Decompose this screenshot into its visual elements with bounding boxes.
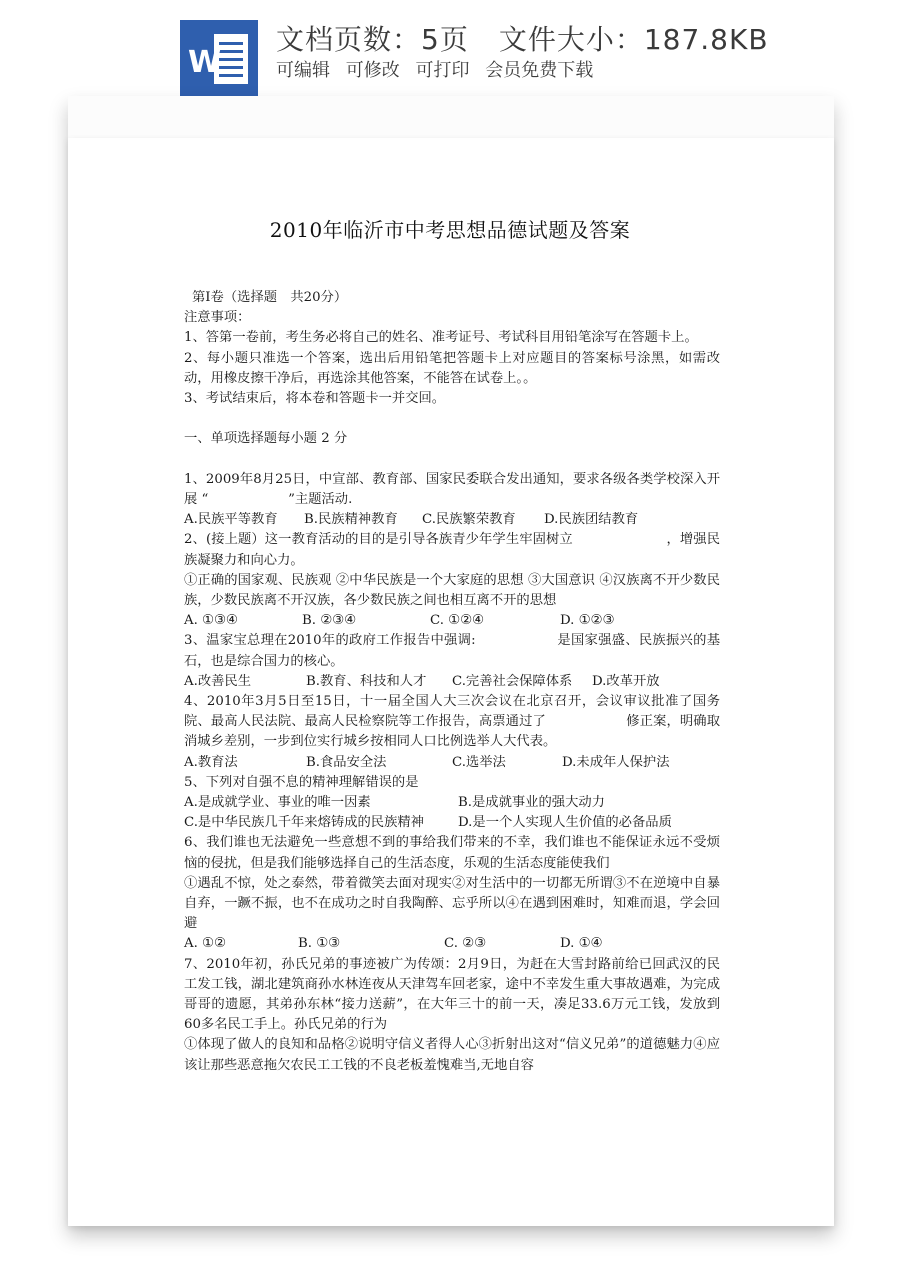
question-7-statements: ①体现了做人的良知和品格②说明守信义者得人心③折射出这对“信义兄弟”的道德魅力④应该让那些恶意拖欠农民工工钱的不良老板羞愧难当,无地自容 [184, 1037, 720, 1073]
feature-member-download: 会员免费下载 [485, 60, 594, 81]
feature-printable: 可打印 [415, 60, 470, 81]
option-a: A.民族平等教育 [184, 512, 278, 528]
question-4-stem: 4、2010年3月5日至15日，十一届全国人大三次会议在北京召开，会议审议批准了国务院、最高人民法院、最高人民检察院等工作报告，高票通过了 修正案，明确取消城乡差别，一步到位实行城乡按相同人口比例选举人大代表。 [184, 694, 720, 750]
download-banner [0, 0, 900, 96]
question-1-options [184, 510, 720, 530]
question-6-statements: ①遇乱不惊，处之泰然，带着微笑去面对现实②对生活中的一切都无所谓③不在逆境中自暴自弃，一蹶不振，也不在成功之时自我陶醉、忘乎所以④在遇到困难时，知难而退，学会回避 [184, 875, 720, 932]
question-4-options [184, 753, 720, 773]
option-c: C.完善社会保障体系 [452, 673, 573, 689]
option-c: C.民族繁荣教育 [422, 512, 516, 528]
notice-title: 注意事项： [184, 310, 251, 326]
question-7-stem: 7、2010年初，孙氏兄弟的事迹被广为传颂：2月9日，为赶在大雪封路前给已回武汉的民工发工钱，湖北建筑商孙水林连夜从天津驾车回老家，途中不幸发生重大事故遇难，为完成哥哥的遗愿，其弟孙东林“接力送薪”，在大年三十的前一天，凑足33.6万元工钱，发放到60多名民工手上。孙氏兄弟的行为 [184, 956, 720, 1033]
part-title: 一、单项选择题每小题 2 分 [184, 431, 348, 447]
option-d: D. ①②③ [560, 613, 615, 629]
notice-item: 1、答第一卷前，考生务必将自己的姓名、准考证号、考试科目用铅笔涂写在答题卡上。 [184, 330, 698, 346]
option-d: D.未成年人保护法 [562, 754, 670, 770]
file-size-label: 文件大小：187.8KB [498, 23, 769, 56]
option-c: C. ②③ [444, 936, 486, 952]
question-2-options [184, 611, 720, 631]
word-icon-letter: W [188, 45, 222, 80]
question-5-options-row-2 [184, 813, 720, 833]
question-5-stem: 5、下列对自强不息的精神理解错误的是 [184, 774, 419, 790]
option-d: D.民族团结教育 [544, 512, 639, 528]
option-a: A.改善民生 [184, 673, 252, 689]
option-b: B. ①③ [298, 936, 341, 952]
page-count-label: 文档页数：5页 [276, 23, 469, 56]
option-a: A.教育法 [184, 754, 238, 770]
notice-item: 3、考试结束后，将本卷和答题卡一并交回。 [184, 391, 446, 407]
option-a: A.是成就学业、事业的唯一因素 [184, 795, 371, 811]
option-d: D.改革开放 [592, 673, 660, 689]
question-1-stem: 1、2009年8月25日，中宣部、教育部、国家民委联合发出通知，要求各级各类学校深入开展 “ ”主题活动. [184, 471, 720, 507]
option-b: B. ②③④ [302, 613, 356, 629]
option-a: A. ①② [184, 936, 226, 952]
option-a: A. ①③④ [184, 613, 238, 629]
option-d: D.是一个人实现人生价值的必备品质 [458, 815, 672, 831]
question-5-options-row-1 [184, 793, 720, 813]
option-c: C. ①②④ [430, 613, 484, 629]
document-title: 2010年临沂市中考思想品德试题及答案 [269, 218, 631, 242]
question-2-stem: 2、(接上题）这一教育活动的目的是引导各族青少年学生牢固树立 ，增强民族凝聚力和向心力。 [184, 532, 720, 568]
question-3-stem: 3、温家宝总理在2010年的政府工作报告中强调: 是国家强盛、民族振兴的基石，也是综合国力的核心。 [184, 633, 720, 669]
option-c: C.是中华民族几千年来熔铸成的民族精神 [184, 815, 424, 831]
option-d: D. ①④ [560, 936, 603, 952]
feature-list [276, 56, 603, 82]
option-b: B.教育、科技和人才 [306, 673, 427, 689]
question-6-options [184, 934, 720, 954]
document-body [184, 288, 720, 1076]
file-info [276, 18, 769, 56]
section-header: 第Ⅰ卷（选择题 共20分） [192, 290, 348, 305]
option-b: B.是成就事业的强大动力 [458, 795, 605, 811]
question-6-stem: 6、我们谁也无法避免一些意想不到的事给我们带来的不幸，我们谁也不能保证永远不受烦恼的侵扰，但是我们能够选择自己的生活态度，乐观的生活态度能使我们 [184, 835, 720, 871]
feature-modifiable: 可修改 [345, 60, 400, 81]
notice-item: 2、每小题只准选一个答案，选出后用铅笔把答题卡上对应题目的答案标号涂黑，如需改动，用橡皮擦干净后，再选涂其他答案，不能答在试卷上。。 [184, 350, 720, 386]
question-3-options [184, 672, 720, 692]
feature-editable: 可编辑 [276, 60, 330, 81]
question-2-statements: ①正确的国家观、民族观 ②中华民族是一个大家庭的思想 ③大国意识 ④汉族离不开少数民族，少数民族离不开汉族，各少数民族之间也相互离不开的思想 [184, 572, 720, 609]
option-c: C.选举法 [452, 754, 506, 770]
word-document-icon [180, 20, 258, 96]
option-b: B.食品安全法 [306, 754, 387, 770]
option-b: B.民族精神教育 [304, 512, 398, 528]
